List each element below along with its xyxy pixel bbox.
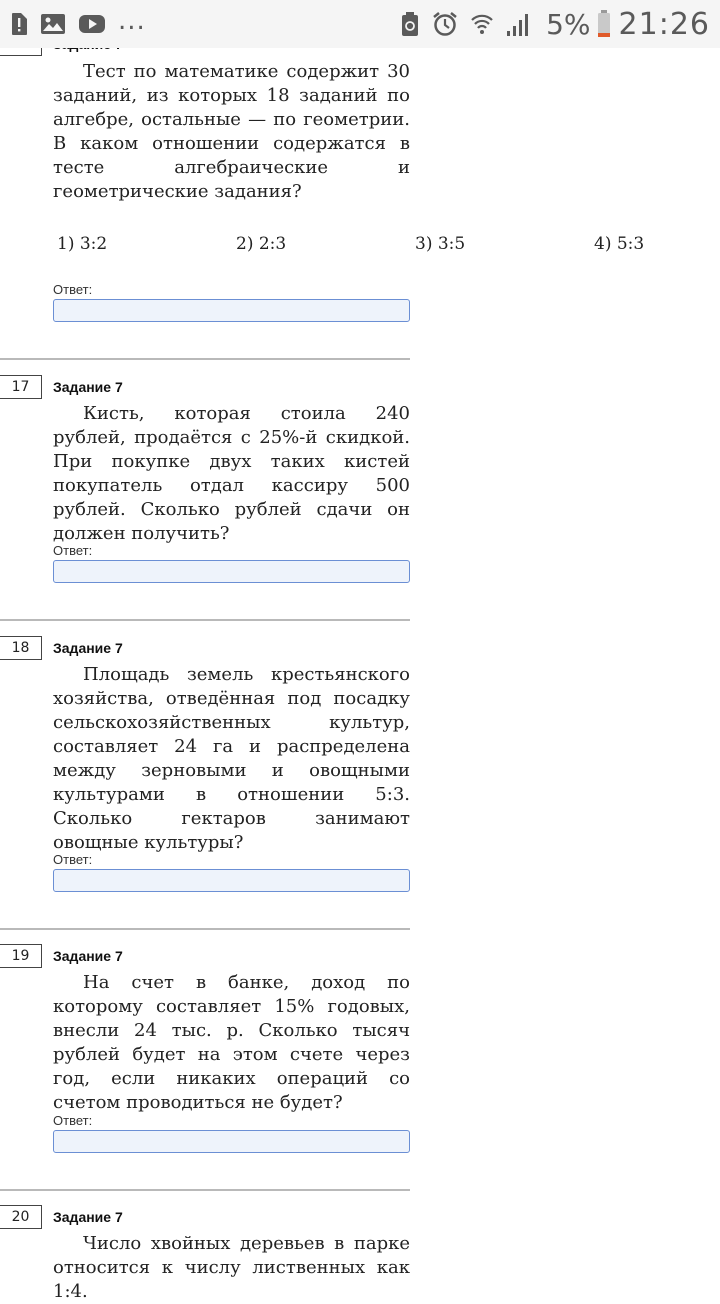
task-paragraph: Кисть, которая стоила 240 рублей, продаётся с 25%-й скидкой. При покупке двух таких кистей покупатель отдал кассиру 500 рублей. Сколько рублей сдачи он должен получить? (53, 403, 410, 544)
image-icon (40, 13, 66, 35)
more-notifications: ... (118, 6, 146, 36)
task-paragraph: Число хвойных деревьев в парке относится к числу лиственных как 1:4. (53, 1233, 410, 1302)
clock: 21:26 (618, 6, 710, 42)
task-paragraph: На счет в банке, доход по которому составляет 15% годовых, внесли 24 тыс. р. Сколько тысяч рублей будет на этом счете через год, если никаких операций со счетом проводиться не будет? (53, 972, 410, 1113)
task-number-box (0, 944, 42, 968)
option-1[interactable]: 1) 3:2 (57, 234, 108, 254)
option-3[interactable]: 3) 3:5 (415, 234, 466, 254)
task-title: Задание 7 (53, 379, 123, 395)
recycle-icon (400, 11, 420, 37)
option-2[interactable]: 2) 2:3 (236, 234, 287, 254)
answer-label: Ответ: (53, 543, 93, 558)
task-text (53, 1232, 410, 1304)
sim-alert-icon (10, 12, 28, 36)
task-number-box (0, 636, 42, 660)
signal-icon (506, 11, 530, 37)
task-number: 20 (11, 1209, 30, 1225)
alarm-icon (432, 11, 458, 37)
task-number-box (0, 1205, 42, 1229)
task-text (53, 60, 410, 204)
answer-input[interactable] (53, 1130, 410, 1153)
status-bar (0, 0, 720, 48)
divider (0, 619, 410, 621)
task-paragraph: Площадь земель крестьянского хозяйства, отведённая под посадку сельскохозяйственных культур, составляет 24 га и распределена между зерновыми и овощными культурами в отношении 5:3. Сколько гектаров занимают овощные культуры? (53, 664, 410, 853)
task-title: Задание 7 (53, 948, 123, 964)
answer-label: Ответ: (53, 852, 93, 867)
task-number-box (0, 375, 42, 399)
option-4[interactable]: 4) 5:3 (594, 234, 645, 254)
task-title: Задание 7 (53, 1209, 123, 1225)
battery-icon (597, 10, 611, 38)
youtube-icon (78, 14, 106, 34)
task-text (53, 402, 410, 546)
wifi-icon (470, 11, 494, 37)
divider (0, 928, 410, 930)
answer-input[interactable] (53, 869, 410, 892)
task-paragraph: Тест по математике содержит 30 заданий, из которых 18 заданий по алгебре, остальные — по геометрии. В каком отношении содержатся в тесте алгебраические и геометрические задания? (53, 61, 410, 202)
task-text (53, 663, 410, 855)
divider (0, 358, 410, 360)
task-title: Задание 7 (53, 640, 123, 656)
task-text (53, 971, 410, 1115)
task-number: 17 (11, 379, 30, 395)
answer-input[interactable] (53, 299, 410, 322)
task-number: 18 (11, 640, 30, 656)
answer-label: Ответ: (53, 1113, 93, 1128)
answer-label: Ответ: (53, 282, 93, 297)
task-number: 19 (11, 948, 30, 964)
answer-input[interactable] (53, 560, 410, 583)
divider (0, 1189, 410, 1191)
battery-percent: 5% (546, 7, 591, 41)
